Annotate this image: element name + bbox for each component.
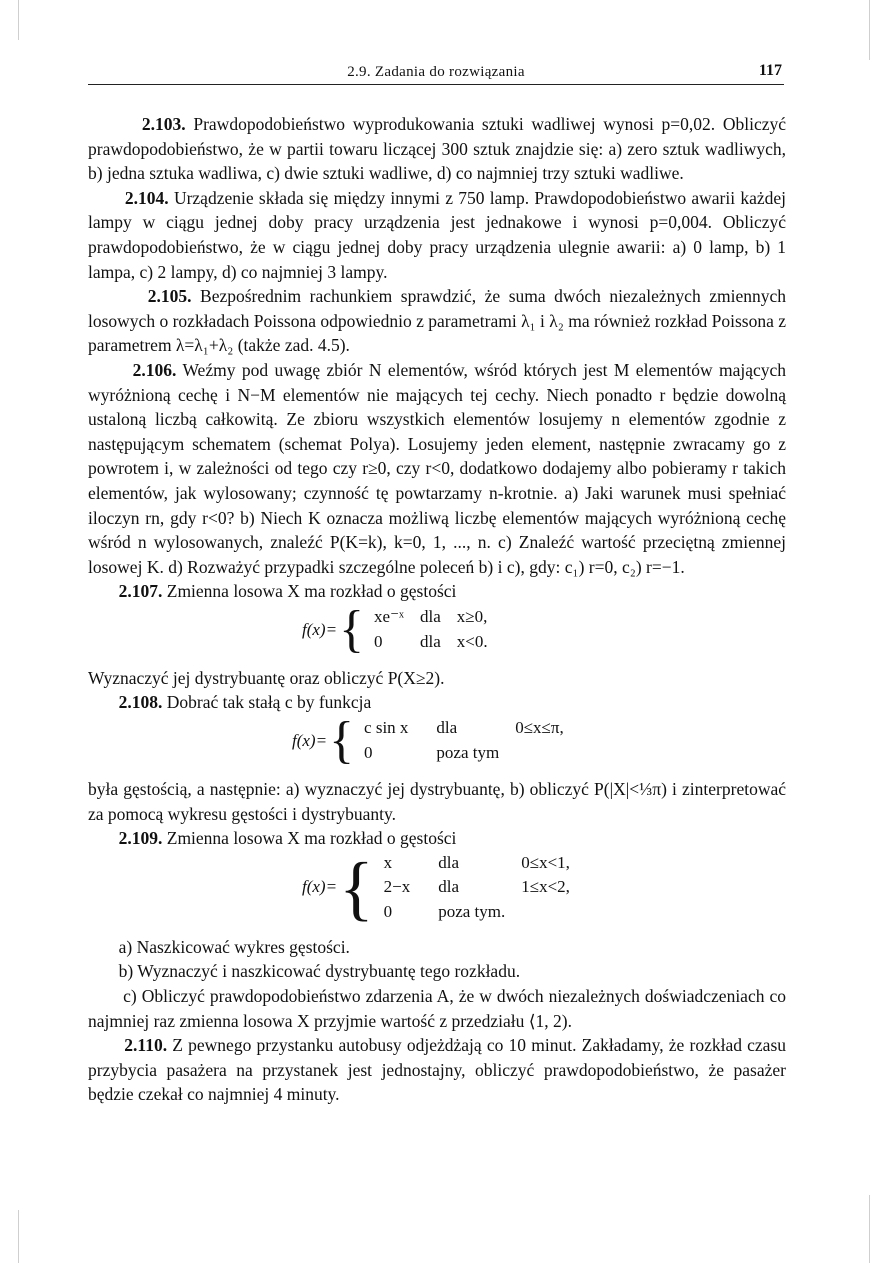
problem-text: Urządzenie składa się między innymi z 750 lamp. Prawdopodobieństwo awarii każdej lampy w ciągu jednej doby pracy urządzenia jest jednakowe i wynosi p=0,004. Obliczyć prawdopodobieństwo, że w ciągu jednej doby pracy urządzenia ulegnie awarii: a) 0 lamp, b) 1 lampa, c) 2 lampy, d) co najmniej 3 lampy. [88, 187, 787, 282]
problem-2-110 [88, 1033, 786, 1107]
problem-text: była gęstością, a następnie: a) wyznaczyć jej dystrybuantę, b) obliczyć P(|X|<⅓π) i zinterpretować za pomocą wykresu gęstości i dystrybuanty. [88, 779, 786, 824]
formula-cell: 2−x [383, 877, 411, 897]
formula-2-109 [294, 847, 786, 935]
problem-number: 2.103. [141, 114, 186, 134]
problem-2-103 [88, 112, 786, 186]
sub-item [88, 959, 786, 984]
sub-item-text: c) Obliczyć prawdopodobieństwo zdarzenia A, że w dwóch niezależnych doświadczeniach co najmniej raz zmienna losowa X przyjmie wartość z przedziału ⟨1, 2). [88, 986, 786, 1031]
problem-number: 2.109. [118, 828, 163, 849]
problem-2-107 [88, 579, 786, 604]
problem-2-108 [88, 690, 786, 715]
problem-text: Prawdopodobieństwo wyprodukowania sztuki wadliwej wynosi p=0,02. Obliczyć prawdopodobieństwo, że w partii towaru liczącej 300 sztuk znajdzie się: a) zero sztuk wadliwych, b) jedna sztuka wadliwa, c) dwie sztuki wadliwe, d) co najmniej trzy sztuki wadliwe. [88, 114, 787, 184]
problem-2-106 [88, 358, 786, 579]
scan-edge [18, 0, 19, 40]
problem-2-107-after [88, 666, 786, 691]
formula-cell: poza tym [436, 743, 500, 763]
problem-number: 2.108. [118, 692, 163, 713]
section-title: 2.9. Zadania do rozwiązania [347, 64, 525, 80]
sub-item [88, 935, 786, 960]
problem-text: Zmienna losowa X ma rozkład o gęstości [166, 828, 457, 849]
problem-2-104 [88, 186, 786, 284]
formula-cell: x≥0, [456, 607, 488, 627]
running-header [88, 62, 784, 82]
problem-text: Wyznaczyć jej dystrybuantę oraz obliczyć P(X≥2). [88, 667, 445, 688]
formula-cell: 0 [383, 902, 393, 922]
sub-item-text: b) Wyznaczyć i naszkicować dystrybuantę tego rozkładu. [118, 961, 521, 982]
main-content [88, 112, 786, 1107]
brace-icon: { [339, 600, 365, 658]
problem-2-105 [88, 284, 786, 358]
formula-cell [507, 741, 572, 766]
formula-cell: c sin x [364, 718, 409, 738]
problem-number: 2.106. [132, 359, 177, 380]
formula-cell: dla [438, 877, 459, 897]
scan-edge [869, 0, 870, 60]
formula-cell: poza tym. [438, 902, 506, 922]
formula-2-108 [284, 712, 786, 777]
formula-cell: dla [419, 607, 441, 627]
problem-number: 2.105. [147, 286, 192, 307]
header-rule [88, 84, 784, 85]
formula-cell: 1≤x<2, [521, 877, 570, 897]
formula-cell: dla [438, 852, 459, 872]
brace-icon: { [339, 847, 374, 928]
scan-edge [18, 1210, 19, 1263]
problem-text: Z pewnego przystanku autobusy odjeżdżają co 10 minut. Zakładamy, że rozkład czasu przybycia pasażera na przystanek jest jednostajny, obliczyć prawdopodobieństwo, że pasażer będzie czekał co najmniej 4 minuty. [88, 1035, 787, 1105]
page-number: 117 [758, 62, 782, 79]
formula-cell: dla [436, 718, 458, 738]
problem-text: Zmienna losowa X ma rozkład o gęstości [166, 581, 457, 602]
formula-cell: 0 [364, 743, 373, 763]
formula-cell [513, 900, 578, 925]
formula-lhs: f(x)= [302, 877, 338, 897]
problem-2-109 [88, 826, 786, 851]
sub-item [88, 984, 786, 1033]
formula-cell: dla [419, 631, 441, 651]
problem-number: 2.107. [118, 581, 163, 602]
formula-cell: x<0. [456, 631, 488, 651]
formula-lhs: f(x)= [292, 730, 328, 750]
formula-cell: xe⁻ˣ [374, 607, 404, 627]
problem-2-108-after [88, 777, 786, 826]
problem-number: 2.110. [124, 1035, 168, 1056]
problem-text: Dobrać tak stałą c by funkcja [166, 692, 372, 713]
formula-lhs: f(x)= [302, 619, 338, 639]
problem-text: Weźmy pod uwagę zbiór N elementów, wśród których jest M elementów mających wyróżnioną cechę i N−M elementów nie mających tej cechy. Niech ponadto r będzie dowolną ustaloną liczbą całkowitą. Ze zbioru wszystkich elementów losujemy n elementów zgodnie z następującym schematem (schemat Polya). Losujemy jeden element, następnie zwracamy go z powrotem i, w zależności od tego czy r≥0, czy r<0, dodatkowo dodajemy albo pobieramy r takich elementów, jak wylosowany; czynność tę powtarzamy n-krotnie. a) Jaki warunek musi spełniać iloczyn rn, gdy r<0? b) Niech K oznacza możliwą liczbę elementów mających wyróżnioną cechę wśród n wylosowanych, znaleźć P(K=k), k=0, 1, ..., n. c) Znaleźć wartość przeciętną zmiennej losowej K. d) Rozważyć przypadki szczególne poleceń b) i c), gdy: c₁) r=0, c₂) r=−1. [88, 359, 787, 577]
formula-cell: x [383, 852, 393, 872]
problem-number: 2.104. [124, 187, 169, 208]
formula-cell: 0≤x≤π, [515, 718, 564, 738]
formula-2-107 [294, 600, 786, 666]
sub-item-text: a) Naszkicować wykres gęstości. [118, 936, 350, 957]
formula-cell: 0≤x<1, [521, 852, 570, 872]
scan-edge [869, 1195, 870, 1263]
brace-icon: { [329, 712, 355, 770]
problem-text: Bezpośrednim rachunkiem sprawdzić, że suma dwóch niezależnych zmiennych losowych o rozkładach Poissona odpowiednio z parametrami λ₁ i λ₂ ma również rozkład Poissona z parametrem λ=λ₁+λ₂ (także zad. 4.5). [88, 286, 787, 356]
formula-cell: 0 [374, 631, 383, 651]
